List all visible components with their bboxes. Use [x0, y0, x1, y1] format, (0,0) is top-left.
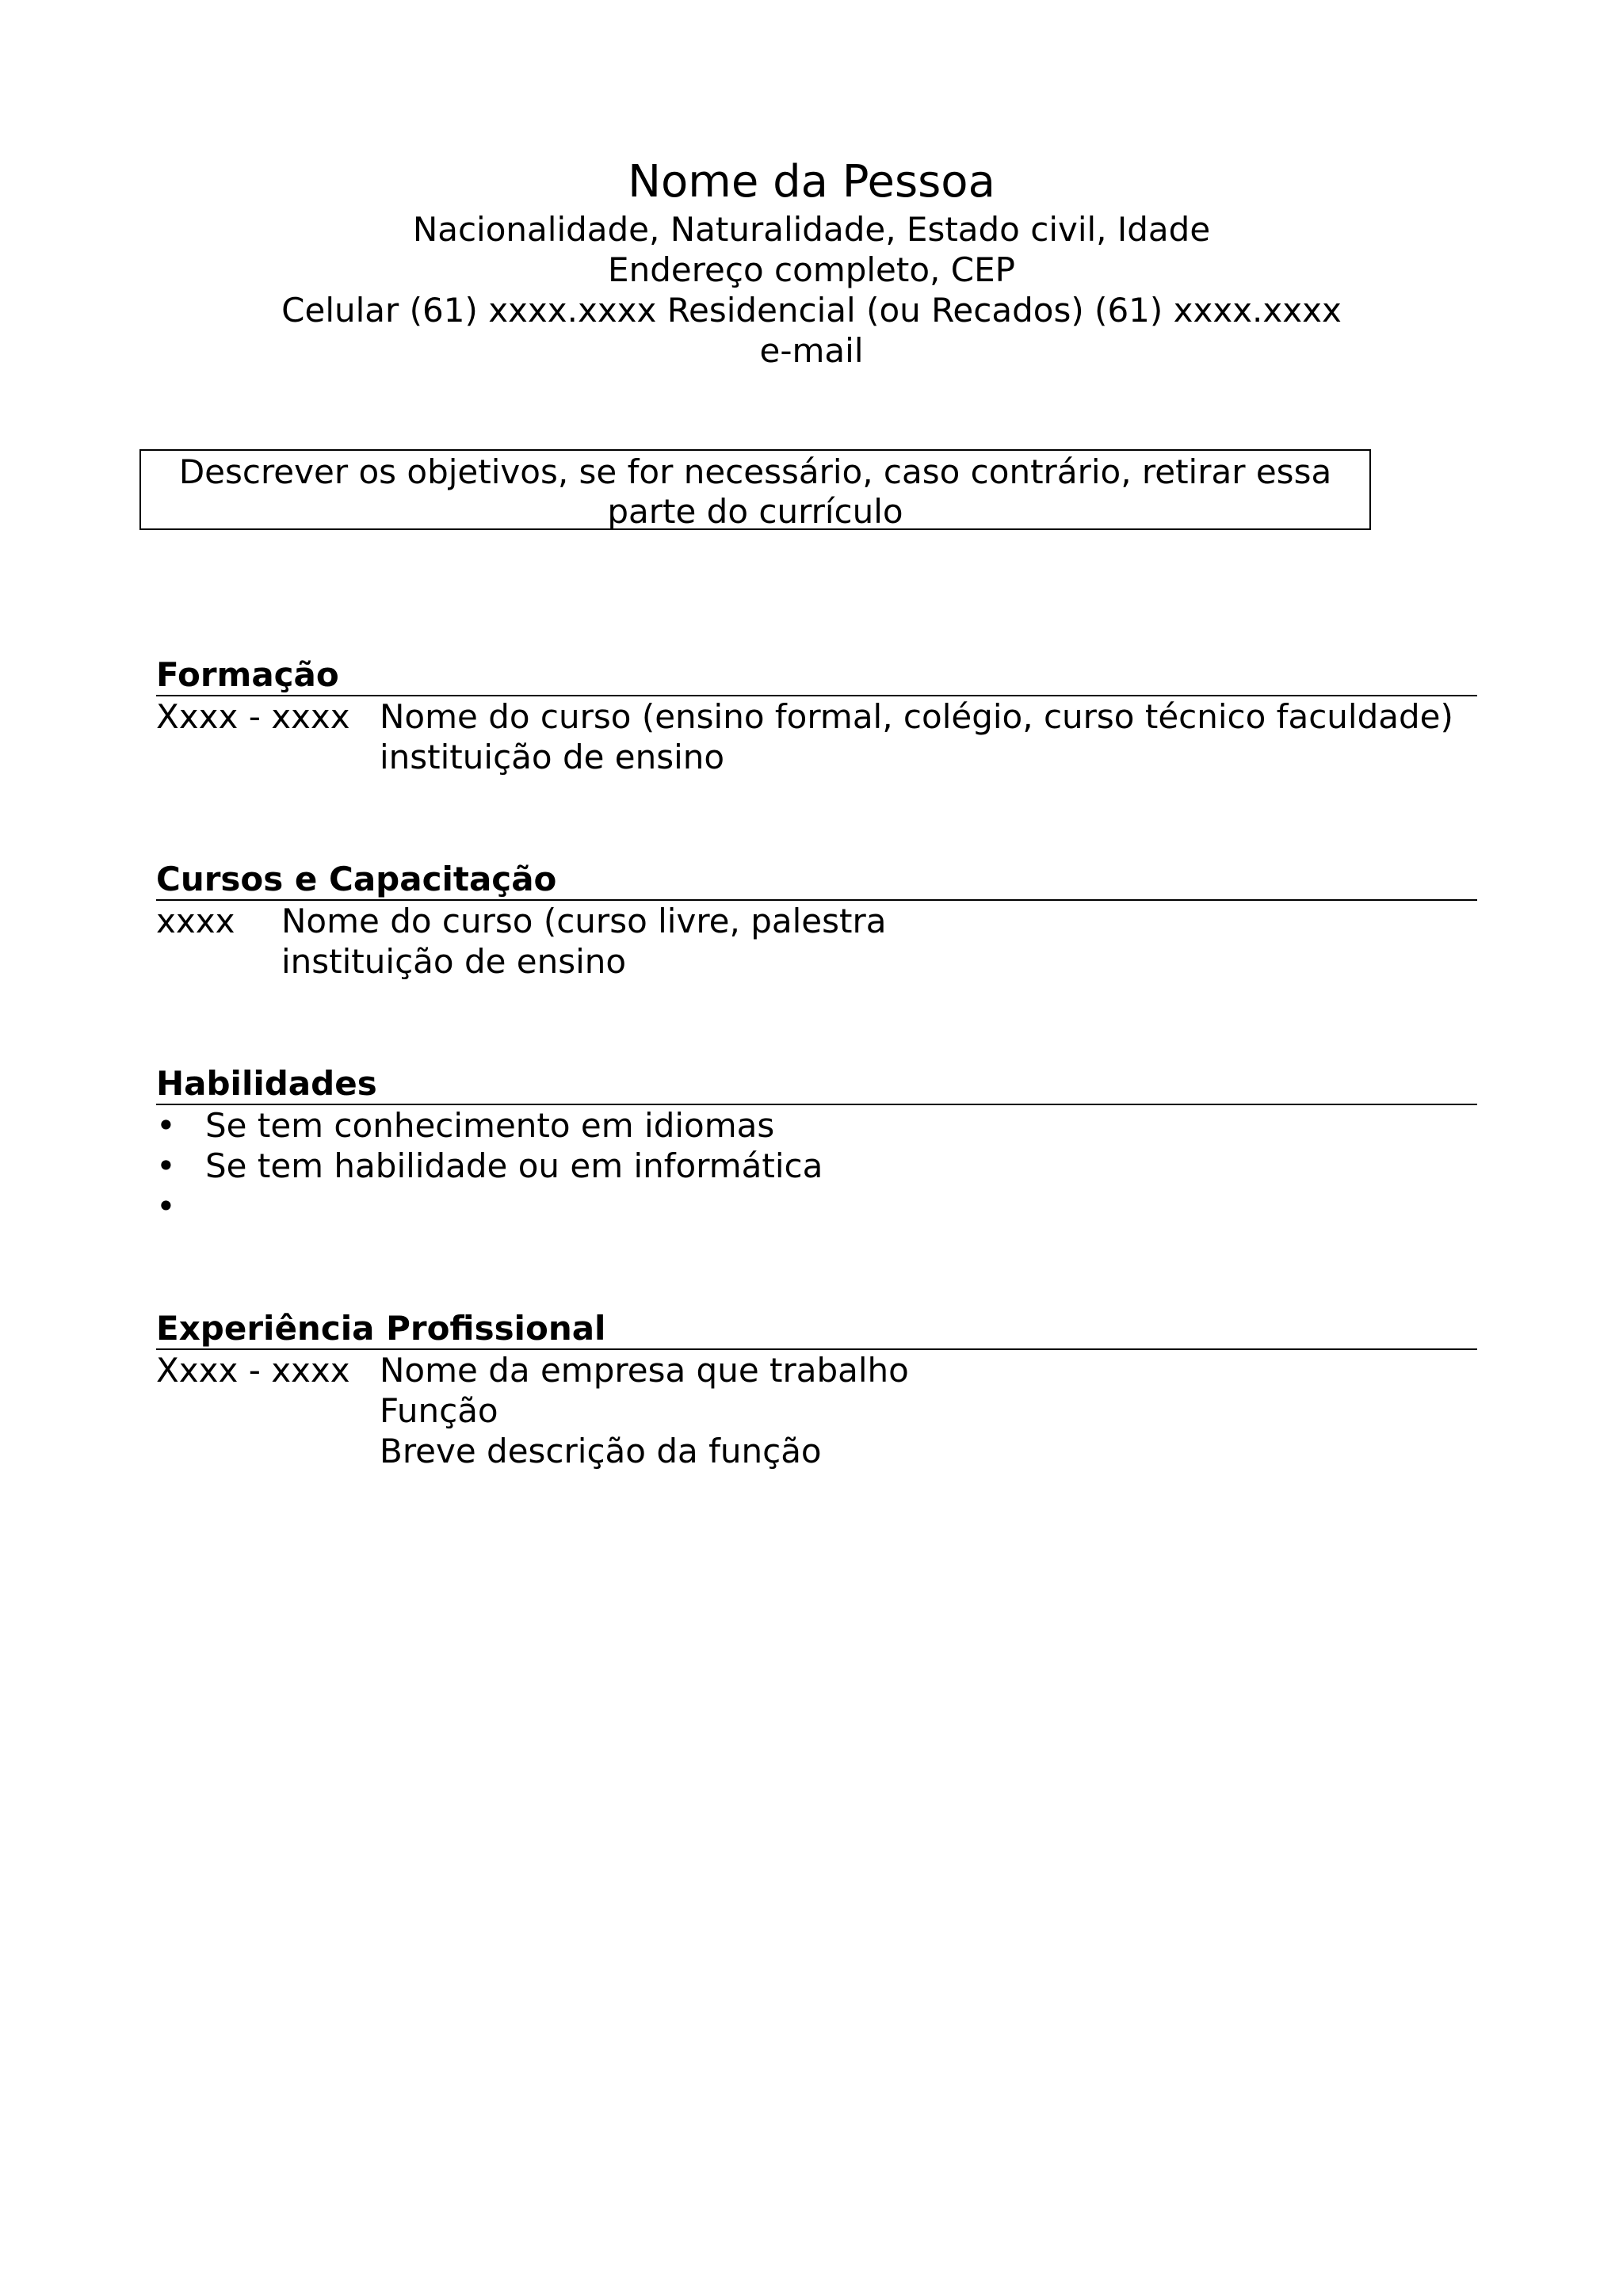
section-experiencia — [156, 1309, 1477, 1471]
formacao-entry — [156, 696, 1477, 777]
list-item — [156, 1186, 1477, 1226]
section-title-formacao: Formação — [156, 655, 1477, 696]
experiencia-details — [380, 1350, 909, 1471]
list-item-text: Se tem conhecimento em idiomas — [205, 1106, 775, 1145]
experiencia-date: Xxxx - xxxx — [156, 1351, 350, 1390]
list-item — [156, 1105, 1477, 1146]
resume-header — [0, 155, 1623, 371]
personal-info-line: Nacionalidade, Naturalidade, Estado civil, Idade — [412, 210, 1211, 249]
section-title-cursos: Cursos e Capacitação — [156, 860, 1477, 901]
cursos-date: xxxx — [156, 902, 235, 940]
formacao-institution: instituição de ensino — [380, 738, 725, 776]
email-line: e-mail — [759, 331, 864, 370]
cursos-institution: instituição de ensino — [281, 942, 627, 981]
section-cursos — [156, 860, 1477, 982]
bullet-icon: • — [156, 1187, 176, 1226]
bullet-icon: • — [156, 1146, 176, 1185]
cursos-course: Nome do curso (curso livre, palestra — [281, 902, 887, 940]
objective-text-line-1: Descrever os objetivos, se for necessário, caso contrário, retirar essa — [178, 452, 1332, 491]
objective-box — [139, 449, 1371, 530]
habilidades-list — [156, 1105, 1477, 1226]
section-title-experiencia: Experiência Profissional — [156, 1309, 1477, 1350]
formacao-details — [380, 696, 1453, 777]
section-habilidades — [156, 1064, 1477, 1226]
objective-text-line-2: parte do currículo — [607, 492, 903, 531]
section-title-habilidades: Habilidades — [156, 1064, 1477, 1105]
person-name: Nome da Pessoa — [628, 156, 995, 208]
cursos-entry — [156, 901, 1477, 982]
experiencia-company: Nome da empresa que trabalho — [380, 1351, 909, 1390]
experiencia-role: Função — [380, 1391, 498, 1430]
section-formacao — [156, 655, 1477, 777]
formacao-course: Nome do curso (ensino formal, colégio, curso técnico faculdade) — [380, 697, 1453, 736]
bullet-icon: • — [156, 1106, 176, 1145]
phone-line: Celular (61) xxxx.xxxx Residencial (ou Recados) (61) xxxx.xxxx — [281, 291, 1342, 330]
list-item-text: Se tem habilidade ou em informática — [205, 1146, 823, 1185]
list-item — [156, 1146, 1477, 1186]
cursos-details — [281, 901, 886, 982]
experiencia-description: Breve descrição da função — [380, 1432, 822, 1470]
address-line: Endereço completo, CEP — [608, 250, 1015, 289]
formacao-date: Xxxx - xxxx — [156, 697, 350, 736]
experiencia-entry — [156, 1350, 1477, 1471]
